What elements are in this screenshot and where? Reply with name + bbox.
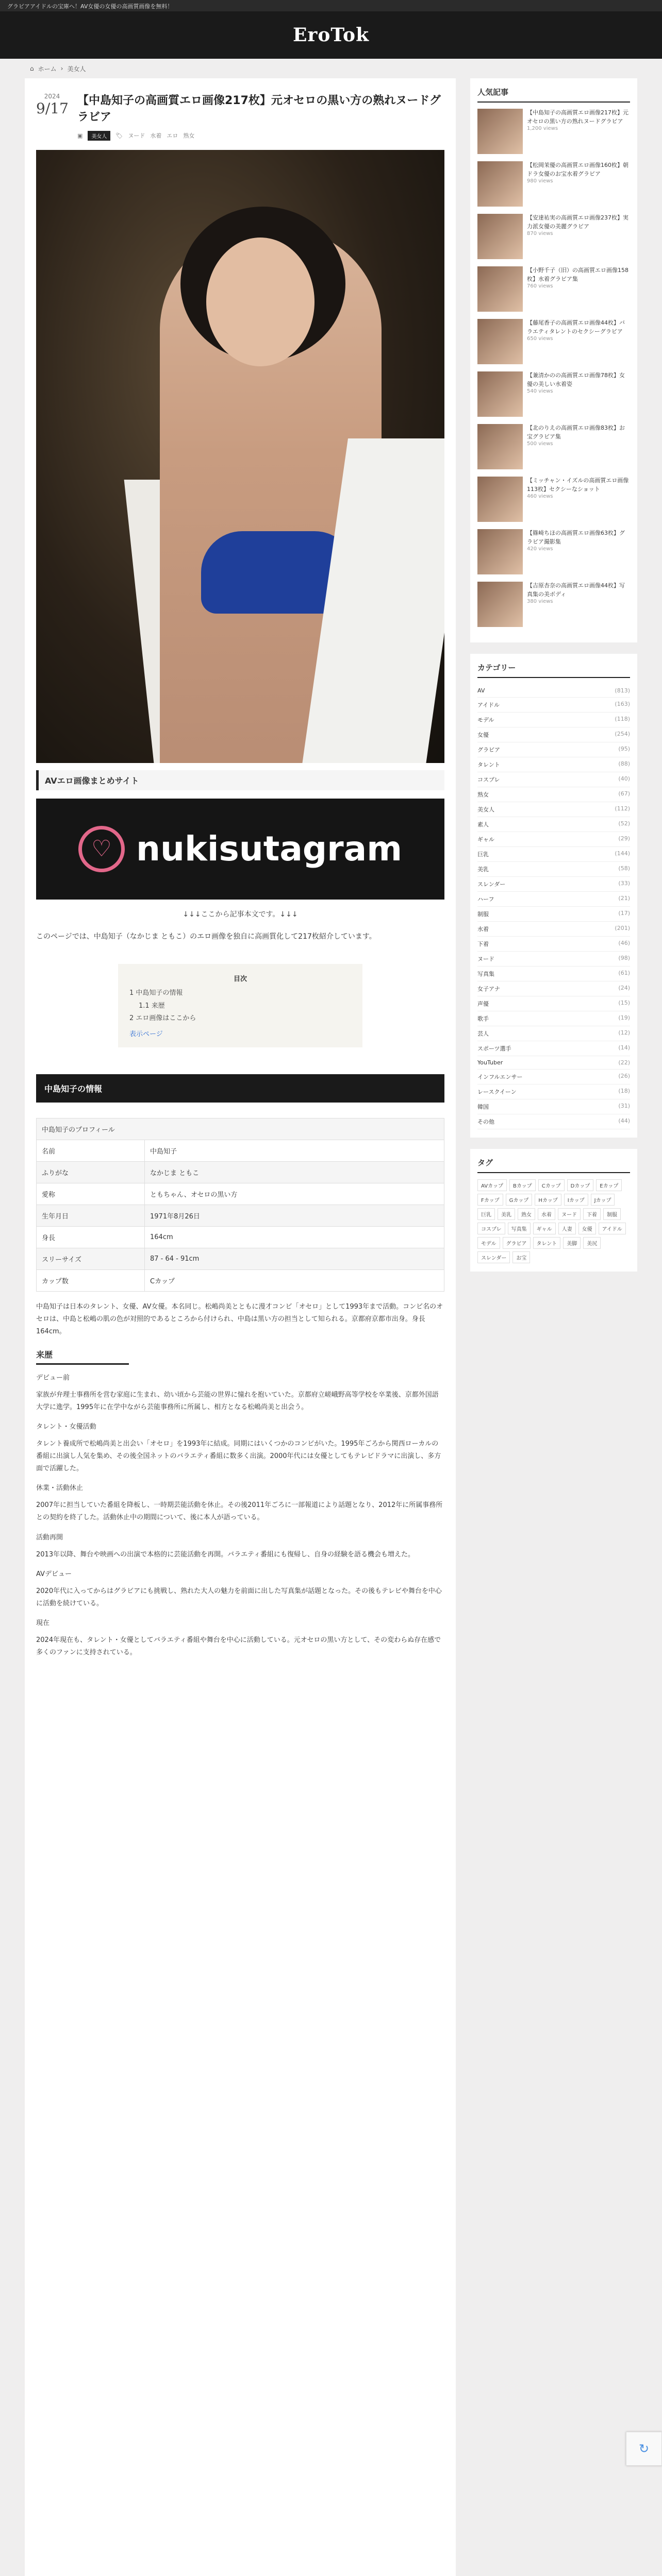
popular-item-views: 1,200 views [527, 126, 558, 131]
category-item[interactable] [477, 727, 630, 742]
category-item[interactable] [477, 684, 630, 698]
category-item[interactable] [477, 698, 630, 713]
popular-item-views: 500 views [527, 441, 553, 447]
article [25, 78, 456, 2576]
post-meta [77, 131, 444, 141]
table-row [37, 1227, 444, 1248]
table-row [37, 1162, 444, 1183]
tag-chip[interactable]: Eカップ [596, 1179, 622, 1191]
category-item[interactable] [477, 757, 630, 772]
popular-item-title[interactable]: 【兼清かのの高画質エロ画像78枚】女優の美しい水着姿 [527, 372, 625, 387]
banner-wordmark: nukisutagram [136, 829, 402, 869]
category-item[interactable] [477, 772, 630, 787]
category-count: (26) [618, 1073, 630, 1079]
category-item[interactable] [477, 1026, 630, 1041]
tag-chip[interactable]: コスプレ [477, 1223, 505, 1234]
category-item[interactable] [477, 832, 630, 847]
popular-item-title[interactable]: 【北のりえの高画質エロ画像83枚】お宝グラビア集 [527, 425, 625, 440]
category-name[interactable]: 素人 [477, 821, 489, 828]
category-count: (44) [618, 1117, 630, 1124]
tag-chip[interactable]: 巨乳 [477, 1208, 495, 1220]
table-of-contents [118, 964, 362, 1047]
profile-key: ふりがな [37, 1162, 145, 1183]
category-name[interactable]: その他 [477, 1118, 494, 1125]
category-name[interactable]: 女優 [477, 732, 489, 738]
category-item[interactable] [477, 713, 630, 727]
table-row [37, 1183, 444, 1205]
tag-chip[interactable]: グラビア [503, 1237, 531, 1249]
popular-item-title[interactable]: 【中島知子の高画質エロ画像217枚】元オセロの黒い方の熟れヌードグラビア [527, 109, 628, 125]
tag-chip[interactable]: Hカップ [535, 1194, 561, 1206]
tag-chip[interactable]: お宝 [512, 1251, 530, 1263]
profile-value: 1971年8月26日 [145, 1205, 444, 1227]
category-count: (58) [618, 865, 630, 872]
info-section-title: 中島知子の情報 [36, 1074, 444, 1103]
category-item[interactable] [477, 1056, 630, 1070]
category-count: (98) [618, 955, 630, 961]
category-item[interactable] [477, 892, 630, 907]
history-paragraph: 2024年現在も、タレント・女優としてバラエティ番組や舞台を中心に活動している。元オセロの黒い方として、その変わらぬ存在感で多くのファンに支持されている。 [36, 1636, 441, 1656]
history-subheading: デビュー前 [36, 1374, 70, 1382]
table-row [37, 1140, 444, 1162]
history-sections [36, 1372, 444, 1659]
category-count: (24) [618, 985, 630, 991]
featured-image [36, 150, 444, 763]
category-name[interactable]: 美乳 [477, 866, 489, 873]
category-count: (118) [615, 716, 630, 722]
category-name[interactable]: アイドル [477, 702, 500, 708]
tag-chip[interactable]: 熟女 [518, 1208, 535, 1220]
popular-item-views: 380 views [527, 599, 553, 604]
popular-item[interactable] [477, 371, 630, 417]
tag-chip[interactable]: 水着 [538, 1208, 555, 1220]
category-name[interactable]: 巨乳 [477, 851, 489, 858]
popular-thumbnail[interactable] [477, 371, 523, 417]
history-paragraph: 2013年以降、舞台や映画への出演で本格的に芸能活動を再開。バラエティ番組にも復帰し、自身の経験を語る機会も増えた。 [36, 1550, 415, 1558]
category-name[interactable]: 写真集 [477, 971, 494, 977]
popular-item-title[interactable]: 【篠崎ちほの高画質エロ画像63枚】グラビア撮影集 [527, 530, 625, 545]
category-count: (12) [618, 1029, 630, 1036]
popular-thumbnail[interactable] [477, 424, 523, 469]
post-tag[interactable]: 熟女 [183, 132, 195, 140]
category-count: (14) [618, 1044, 630, 1051]
category-name[interactable]: 歌手 [477, 1015, 489, 1022]
tag-chip[interactable]: 美尻 [583, 1237, 601, 1249]
popular-item-title[interactable]: 【松岡茉優の高画質エロ画像160枚】朝ドラ女優のお宝水着グラビア [527, 162, 628, 177]
popular-item-title[interactable]: 【藤尾香子の高画質エロ画像44枚】バラエティタレントのセクシーグラビア [527, 319, 625, 335]
popular-item[interactable] [477, 161, 630, 207]
popular-item[interactable] [477, 424, 630, 469]
tag-chip[interactable]: Dカップ [567, 1179, 594, 1191]
bio-text: 中島知子は日本のタレント、女優、AV女優。本名同じ。松嶋尚美とともに漫才コンビ「オセロ」として1993年まで活動。コンビ名のオセロは、中島と松嶋の肌の色が対照的であるところから付けられ、中島は黒い方の担当として知られる。京都府京都市出身。身長164cm。 [36, 1303, 443, 1336]
category-name[interactable]: タレント [477, 761, 500, 768]
category-name[interactable]: スレンダー [477, 881, 506, 888]
tag-chip[interactable]: Bカップ [509, 1179, 536, 1191]
popular-thumbnail[interactable] [477, 161, 523, 207]
category-item[interactable] [477, 907, 630, 922]
category-count: (18) [618, 1088, 630, 1094]
category-name[interactable]: 熟女 [477, 791, 489, 798]
category-count: (15) [618, 999, 630, 1006]
popular-item-views: 870 views [527, 231, 553, 236]
profile-key: 名前 [37, 1140, 145, 1162]
tag-chip[interactable]: 下着 [583, 1208, 601, 1220]
profile-key: 愛称 [37, 1183, 145, 1205]
profile-key: カップ数 [37, 1270, 145, 1292]
category-item[interactable] [477, 877, 630, 892]
toc-toggle[interactable]: 表示ページ [129, 1030, 163, 1039]
home-icon[interactable]: ⌂ [30, 65, 34, 72]
top-announcement: グラビアアイドルの宝庫へ！AV女優の女優の高画質画像を無料！ [0, 0, 662, 11]
category-item[interactable] [477, 1114, 630, 1129]
category-count: (254) [615, 731, 630, 737]
popular-item[interactable] [477, 109, 630, 154]
category-count: (33) [618, 880, 630, 887]
profile-value: ともちゃん、オセロの黒い方 [145, 1183, 444, 1205]
history-paragraph: 2007年に担当していた番組を降板し、一時期芸能活動を休止。その後2011年ごろに一部報道により話題となり、2012年に所属事務所との契約を終了した。活動休止中の期間について、後に本人が語っている。 [36, 1501, 443, 1522]
tag-widget [470, 1149, 637, 1272]
category-item[interactable] [477, 1084, 630, 1099]
category-item[interactable] [477, 862, 630, 877]
profile-table [36, 1118, 444, 1292]
post-tag[interactable]: 水着 [150, 132, 162, 140]
history-heading: 来歴 [36, 1345, 129, 1365]
tag-chip[interactable]: モデル [477, 1237, 500, 1249]
category-name[interactable]: ハーフ [477, 896, 494, 903]
category-count: (52) [618, 820, 630, 827]
toc-title: 目次 [233, 975, 247, 983]
profile-value: Cカップ [145, 1270, 444, 1292]
tag-chip[interactable]: Gカップ [506, 1194, 533, 1206]
post-date [36, 93, 68, 141]
category-count: (813) [615, 687, 630, 694]
popular-item-views: 760 views [527, 283, 553, 289]
category-name[interactable]: 芸人 [477, 1030, 489, 1037]
tag-chip[interactable]: タレント [533, 1237, 561, 1249]
category-name[interactable]: 韓国 [477, 1104, 489, 1110]
category-name[interactable]: 女子アナ [477, 986, 500, 992]
category-count: (201) [615, 925, 630, 931]
category-name[interactable]: AV [477, 687, 485, 694]
category-name[interactable]: 声優 [477, 1001, 489, 1007]
breadcrumb-home[interactable]: ホーム [38, 65, 57, 73]
popular-thumbnail[interactable] [477, 109, 523, 154]
category-name[interactable]: コスプレ [477, 776, 500, 783]
profile-caption: 中島知子のプロフィール [37, 1118, 444, 1140]
category-item[interactable] [477, 922, 630, 937]
category-item[interactable] [477, 952, 630, 967]
toc-item[interactable]: 2 エロ画像はここから [129, 1014, 196, 1023]
heart-icon: ♡ [78, 826, 125, 872]
post-monthday: 9/17 [36, 100, 69, 117]
profile-key: 生年月日 [37, 1205, 145, 1227]
category-count: (46) [618, 940, 630, 946]
popular-thumbnail[interactable] [477, 582, 523, 627]
popular-item-title[interactable]: 【ミッチャン・イズルの高画質エロ画像113枚】セクシーなショット [527, 477, 629, 493]
more-marker: ↓↓↓ここから記事本文です。↓↓↓ [183, 910, 298, 919]
breadcrumb [0, 59, 662, 78]
popular-item[interactable] [477, 582, 630, 627]
popular-thumbnail[interactable] [477, 266, 523, 312]
profile-key: スリーサイズ [37, 1248, 145, 1270]
table-row [37, 1205, 444, 1227]
popular-thumbnail[interactable] [477, 319, 523, 364]
category-name[interactable]: 水着 [477, 926, 489, 933]
category-name[interactable]: 下着 [477, 941, 489, 947]
category-item[interactable] [477, 996, 630, 1011]
category-count: (17) [618, 910, 630, 917]
tag-chip[interactable]: 美乳 [498, 1208, 515, 1220]
profile-value: なかじま ともこ [145, 1162, 444, 1183]
recaptcha-badge[interactable]: ↻ [626, 2432, 662, 2466]
breadcrumb-separator: › [60, 65, 63, 72]
category-item[interactable] [477, 981, 630, 996]
popular-item[interactable] [477, 529, 630, 574]
history-paragraph: 2020年代に入ってからはグラビアにも挑戦し、熟れた大人の魅力を前面に出した写真集が話題となった。その後もテレビや舞台を中心に活動を続けている。 [36, 1587, 442, 1607]
popular-widget [470, 78, 637, 642]
tag-chip[interactable]: スレンダー [477, 1251, 510, 1263]
category-count: (31) [618, 1103, 630, 1109]
tag-chip[interactable]: Fカップ [477, 1194, 503, 1206]
category-count: (21) [618, 895, 630, 902]
tag-chip[interactable]: 写真集 [508, 1223, 531, 1234]
category-count: (67) [618, 790, 630, 797]
category-name[interactable]: ギャル [477, 836, 494, 843]
popular-title: 人気記事 [477, 87, 630, 103]
nukisutagram-banner[interactable] [36, 799, 444, 900]
category-item[interactable] [477, 1041, 630, 1056]
tag-chip[interactable]: 制服 [603, 1208, 621, 1220]
popular-item-views: 650 views [527, 336, 553, 342]
profile-value: 87 - 64 - 91cm [145, 1248, 444, 1270]
category-count: (144) [615, 850, 630, 857]
category-item[interactable] [477, 937, 630, 952]
popular-item-views: 540 views [527, 388, 553, 394]
history-subheading: 活動再開 [36, 1533, 63, 1541]
toc-item[interactable]: 1 中島知子の情報 [129, 989, 183, 997]
category-name[interactable]: 制服 [477, 911, 489, 918]
popular-thumbnail[interactable] [477, 214, 523, 259]
category-item[interactable] [477, 1099, 630, 1114]
popular-item-title[interactable]: 【小野千子（旧）の高画質エロ画像158枚】水着グラビア集 [527, 267, 628, 282]
tag-chip[interactable]: アイドル [599, 1223, 626, 1234]
history-subheading: 現在 [36, 1619, 50, 1627]
popular-item-views: 460 views [527, 494, 553, 499]
post-year: 2024 [44, 93, 60, 100]
av-section-title: AVエロ画像まとめサイト [36, 770, 444, 790]
category-count: (22) [618, 1059, 630, 1066]
tag-icon: 🏷 [115, 132, 123, 139]
history-paragraph: タレント養成所で松嶋尚美と出会い「オセロ」を1993年に結成。同期にはいくつかのコンビがいた。1995年ごろから関西ローカルの番組に出演し人気を集め、その後全国ネットのバラエティ番組に数多く出演。2000年代には女優としてもテレビドラマに出演し、多方面で活躍した。 [36, 1440, 441, 1473]
category-title: カテゴリー [477, 662, 630, 678]
category-widget [470, 654, 637, 1138]
category-count: (95) [618, 745, 630, 752]
site-header [0, 11, 662, 59]
tag-chip[interactable]: Iカップ [564, 1194, 588, 1206]
tag-chip[interactable]: 美脚 [563, 1237, 581, 1249]
popular-item-views: 980 views [527, 178, 553, 184]
category-name[interactable]: スポーツ選手 [477, 1045, 511, 1052]
toc-item[interactable]: 1.1 来歴 [139, 1002, 165, 1010]
category-name[interactable]: レースクイーン [477, 1089, 517, 1095]
tag-chip[interactable]: 女優 [578, 1223, 596, 1234]
profile-key: 身長 [37, 1227, 145, 1248]
post-tag[interactable]: ヌード [128, 132, 145, 140]
popular-item[interactable] [477, 266, 630, 312]
breadcrumb-current[interactable]: 美女人 [67, 65, 86, 73]
popular-thumbnail[interactable] [477, 477, 523, 522]
post-tag[interactable]: エロ [167, 132, 178, 140]
category-item[interactable] [477, 1011, 630, 1026]
category-count: (61) [618, 970, 630, 976]
profile-value: 中島知子 [145, 1140, 444, 1162]
popular-item[interactable] [477, 214, 630, 259]
popular-thumbnail[interactable] [477, 529, 523, 574]
popular-item[interactable] [477, 477, 630, 522]
category-count: (29) [618, 835, 630, 842]
category-item[interactable] [477, 1070, 630, 1084]
folder-icon: ▣ [77, 132, 83, 139]
category-item[interactable] [477, 787, 630, 802]
popular-item-views: 420 views [527, 546, 553, 552]
category-count: (19) [618, 1014, 630, 1021]
table-row [37, 1118, 444, 1140]
tag-chip[interactable]: 人妻 [558, 1223, 576, 1234]
popular-item[interactable] [477, 319, 630, 364]
history-paragraph: 家族が弁理士事務所を営む家庭に生まれ、幼い頃から芸能の世界に憧れを抱いていた。京都府立嵯峨野高等学校を卒業後、京都外国語大学に進学。1995年に在学中ながら芸能事務所に所属し、相方となる松嶋尚美と出会う。 [36, 1391, 439, 1412]
tag-chip[interactable]: Cカップ [538, 1179, 565, 1191]
popular-item-title[interactable]: 【安達祐実の高画質エロ画像237枚】実力派女優の美麗グラビア [527, 214, 628, 230]
category-name[interactable]: グラビア [477, 747, 500, 753]
profile-value: 164cm [145, 1227, 444, 1248]
category-item[interactable] [477, 742, 630, 757]
category-count: (40) [618, 775, 630, 782]
category-item[interactable] [477, 817, 630, 832]
history-subheading: AVデビュー [36, 1570, 72, 1578]
category-item[interactable] [477, 967, 630, 981]
category-name[interactable]: モデル [477, 717, 494, 723]
table-row [37, 1248, 444, 1270]
tags-title: タグ [477, 1157, 630, 1173]
history-subheading: タレント・女優活動 [36, 1423, 96, 1431]
post-title: 【中島知子の高画質エロ画像217枚】元オセロの黒い方の熟れヌードグラビア [77, 94, 441, 124]
post-category[interactable]: 美女人 [88, 131, 110, 141]
category-count: (163) [615, 701, 630, 707]
tag-chip[interactable]: Jカップ [591, 1194, 615, 1206]
category-name[interactable]: インフルエンサー [477, 1074, 523, 1080]
popular-item-title[interactable]: 【吉原杏奈の高画質エロ画像44枚】写真集の美ボディ [527, 582, 625, 598]
table-row [37, 1270, 444, 1292]
category-count: (112) [615, 805, 630, 812]
category-name[interactable]: ヌード [477, 956, 494, 962]
tag-chip[interactable]: AVカップ [477, 1179, 507, 1191]
category-count: (88) [618, 760, 630, 767]
tag-chip[interactable]: ギャル [533, 1223, 556, 1234]
history-subheading: 休業・活動休止 [36, 1484, 84, 1493]
category-name[interactable]: YouTuber [477, 1059, 503, 1066]
sidebar [470, 78, 637, 2576]
intro-text: このページでは、中島知子（なかじま ともこ）のエロ画像を独自に高画質化して217枚紹介しています。 [36, 932, 376, 941]
tag-chip[interactable]: ヌード [558, 1208, 581, 1220]
category-item[interactable] [477, 802, 630, 817]
site-logo[interactable]: EroTok [292, 24, 370, 46]
category-name[interactable]: 美女人 [477, 806, 494, 813]
category-item[interactable] [477, 847, 630, 862]
